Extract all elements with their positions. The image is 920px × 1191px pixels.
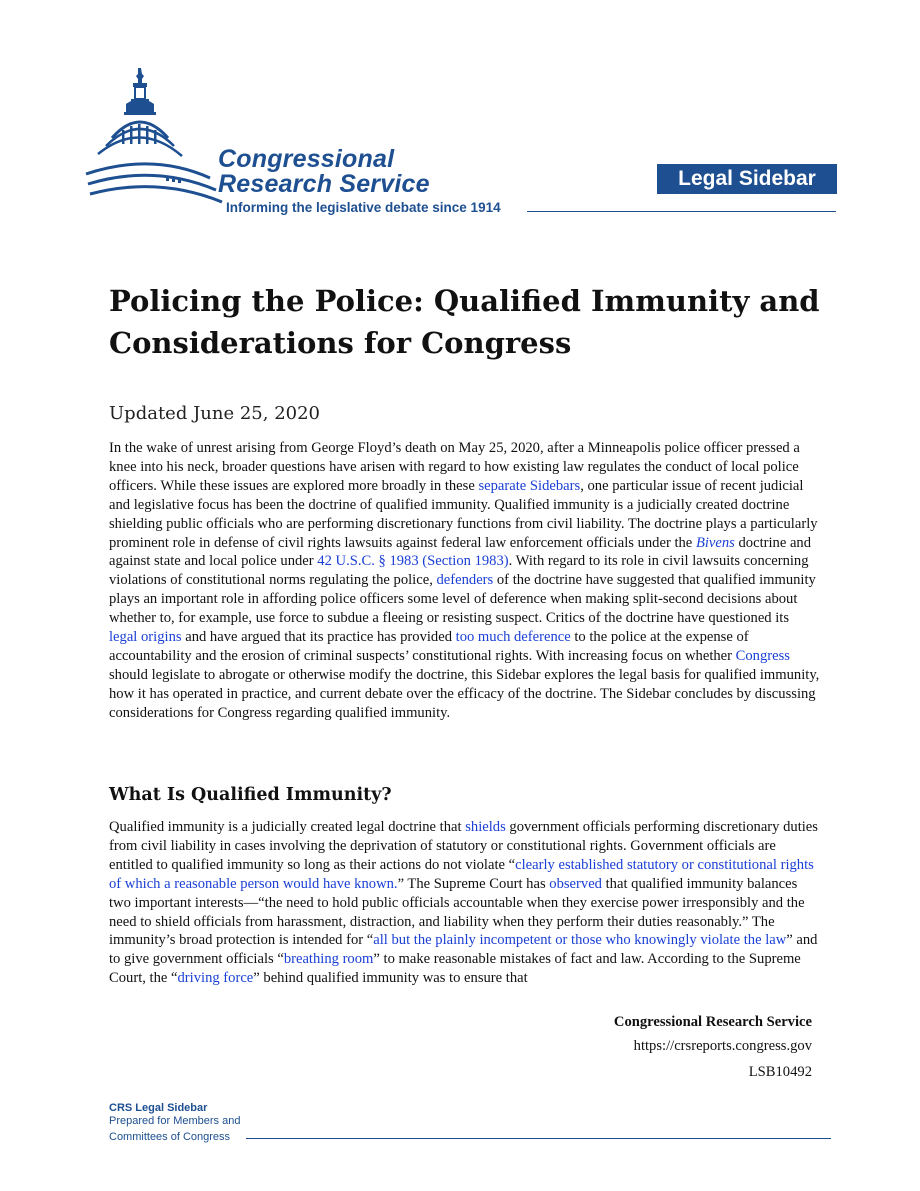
text-run: should legislate to abrogate or otherwise modify the doctrine, this Sidebar explores the legal basis for qualified immunity, how it has operated in practice, and current debate over the efficacy of the doctrine. The Sidebar concludes by discussing considerations for Congress regarding qualified immunity. (109, 666, 820, 721)
tagline-rule (527, 211, 836, 212)
inline-link[interactable]: observed (549, 875, 602, 892)
text-run: to the police at the expense of accountability and the erosion of criminal suspects’ constitutional rights. With increasing focus on whether (109, 629, 749, 664)
text-run: ” behind qualified immunity was to ensure that (253, 970, 528, 987)
inline-link[interactable]: driving force (177, 970, 254, 987)
section-heading: What Is Qualified Immunity? (109, 785, 392, 805)
bottom-committees: Committees of Congress (109, 1131, 231, 1143)
text-run: and have argued that its practice has provided (181, 629, 456, 646)
inline-link[interactable]: Congress (735, 647, 790, 664)
text-run: ” to make reasonable mistakes of fact and law. According to the Supreme Court, the “ (109, 951, 801, 987)
document-title: Policing the Police: Qualified Immunity and Considerations for Congress (109, 284, 820, 360)
intro-paragraph (109, 439, 821, 723)
inline-link[interactable]: Bivens (695, 534, 735, 551)
text-run: Qualified immunity is a judicially created legal doctrine that (109, 819, 466, 835)
crs-capitol-dome-logo (82, 66, 232, 216)
inline-link[interactable]: defenders (436, 572, 494, 589)
inline-link[interactable]: separate Sidebars (478, 477, 581, 494)
org-name-line1: Congressional (218, 145, 395, 173)
footer-url: https://crsreports.congress.gov (633, 1038, 812, 1054)
org-tagline: Informing the legislative debate since 1914 (226, 200, 501, 215)
bottom-prepared-for: Prepared for Members and (109, 1115, 241, 1127)
text-run: that qualified immunity balances two important interests—“the need to hold public officials accountable when they exercise power irresponsibly and the need to shield officials from harassment, distraction, and liability when they perform their duties reasonably.” The immunity’s broad protection is intended for “ (109, 875, 805, 949)
text-run: government officials performing discretionary duties from civil liability in cases involving the deprivation of statutory or constitutional rights. Government officials are entitled to qualified immunity so long as their actions do not violate “ (109, 819, 818, 873)
legal-sidebar-badge: Legal Sidebar (657, 164, 837, 194)
bottom-series-name: CRS Legal Sidebar (109, 1102, 208, 1114)
text-run: ” and to give government officials “ (109, 932, 818, 968)
bottom-rule (246, 1138, 831, 1139)
text-run: , one particular issue of recent judicial and legislative focus has been the doctrine of qualified immunity. Qualified immunity is a judicially created doctrine shielding public officials who are performing discretionary functions from civil liability. The doctrine plays a particularly prominent role in defense of civil rights lawsuits against federal law enforcement officials under the (109, 477, 818, 551)
text-run: In the wake of unrest arising from George Floyd’s death on May 25, 2020, after a Minneapolis police officer pressed a knee into his neck, broader questions have arisen with regard to how existing law regulates the conduct of local police officers. While these issues are explored more broadly in these (109, 440, 800, 494)
footer-org-name: Congressional Research Service (613, 1014, 812, 1030)
org-name-line2: Research Service (218, 170, 430, 198)
section-paragraph (109, 818, 821, 988)
inline-link[interactable]: legal origins (109, 629, 182, 646)
inline-link[interactable]: clearly established statutory or constitutional rights of which a reasonable person would have known. (109, 856, 814, 892)
inline-link[interactable]: breathing room (283, 951, 374, 968)
inline-link[interactable]: all but the plainly incompetent or those who knowingly violate the law (373, 932, 787, 949)
text-run: of the doctrine have suggested that qualified immunity plays an important role in affording police officers some level of deference when making split-second decisions about whether to, for example, use force to subdue a fleeing or resisting suspect. Critics of the doctrine have questioned its (109, 572, 816, 627)
footer-report-code: LSB10492 (748, 1064, 812, 1080)
updated-date: Updated June 25, 2020 (109, 403, 321, 424)
text-run: ” The Supreme Court has (397, 875, 550, 892)
text-run: doctrine and against state and local police under (109, 534, 812, 570)
text-run: . With regard to its role in civil lawsuits concerning violations of constitutional norms regulating the police, (109, 553, 809, 589)
inline-link[interactable]: 42 U.S.C. § 1983 (Section 1983) (317, 553, 509, 570)
inline-link[interactable]: shields (465, 819, 506, 835)
inline-link[interactable]: too much deference (455, 629, 571, 646)
